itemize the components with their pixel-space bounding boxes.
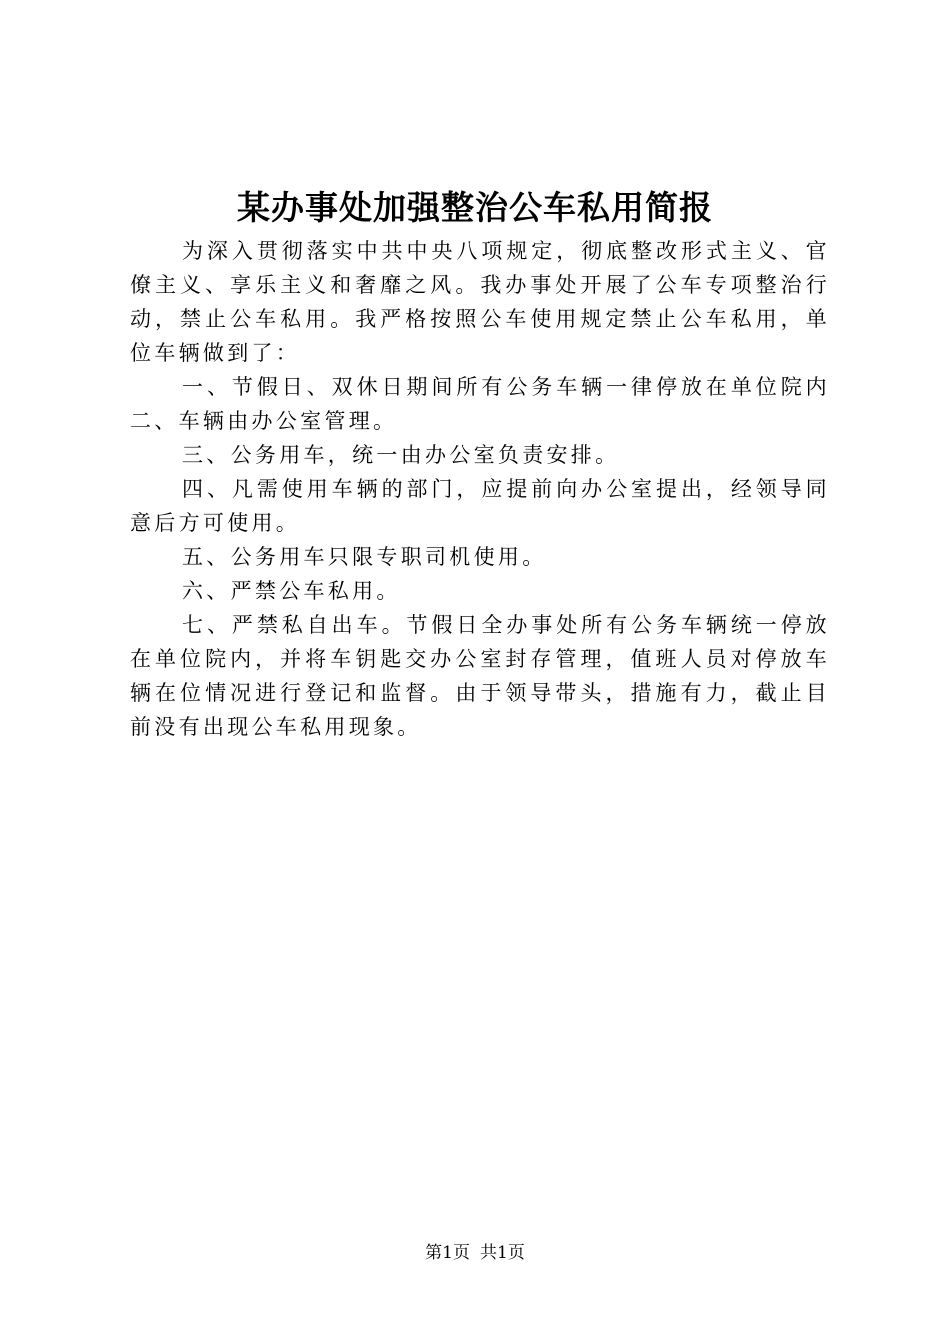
paragraph-item-1-2: 一、节假日、双休日期间所有公务车辆一律停放在单位院内二、车辆由办公室管理。 bbox=[130, 375, 830, 433]
paragraph-item-6: 六、严禁公车私用。 bbox=[182, 579, 401, 603]
page-footer bbox=[0, 1241, 950, 1265]
page-total: 共1页 bbox=[480, 1243, 525, 1263]
paragraph-intro: 为深入贯彻落实中共中央八项规定，彻底整改形式主义、官僚主义、享乐主义和奢靡之风。我办事处开展了公车专项整治行动，禁止公车私用。我严格按照公车使用规定禁止公车私用，单位车辆做到了： bbox=[130, 239, 830, 365]
paragraph-item-3: 三、公务用车，统一由办公室负责安排。 bbox=[182, 443, 620, 467]
paragraph-item-4: 四、凡需使用车辆的部门，应提前向办公室提出，经领导同意后方可使用。 bbox=[130, 477, 830, 535]
paragraph-item-5: 五、公务用车只限专职司机使用。 bbox=[182, 545, 547, 569]
paragraph-item-7: 七、严禁私自出车。节假日全办事处所有公务车辆统一停放在单位院内，并将车钥匙交办公室封存管理，值班人员对停放车辆在位情况进行登记和监督。由于领导带头，措施有力，截止目前没有出现公车私用现象。 bbox=[130, 613, 830, 739]
document-title: 某办事处加强整治公车私用简报 bbox=[237, 188, 713, 227]
document-body bbox=[130, 234, 830, 744]
page-number: 第1页 bbox=[425, 1243, 470, 1263]
